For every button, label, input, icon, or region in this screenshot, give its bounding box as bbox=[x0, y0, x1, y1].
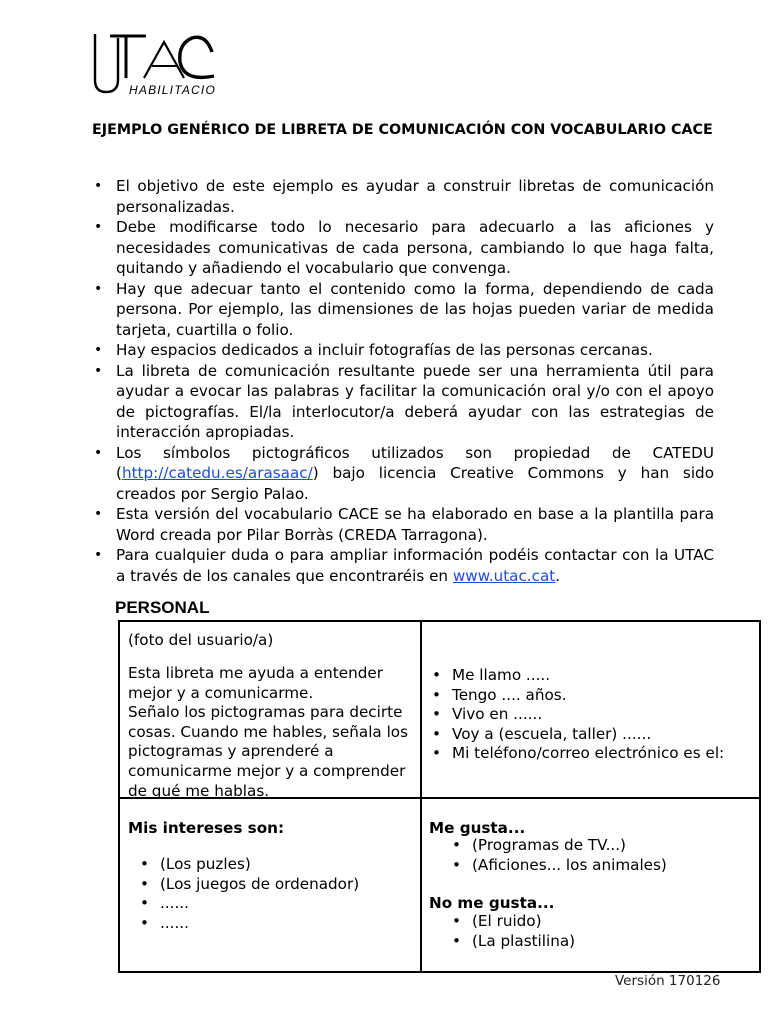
list-item: • ...... bbox=[134, 894, 359, 914]
interests-list bbox=[134, 855, 359, 933]
list-item: • (El ruido) bbox=[446, 912, 575, 932]
intro-line: Señalo los pictogramas para decirte bbox=[128, 703, 403, 722]
interests-title: Mis intereses son: bbox=[128, 819, 285, 837]
intro-line: comunicarme mejor y a comprender bbox=[128, 761, 406, 780]
list-item: • (Los juegos de ordenador) bbox=[134, 875, 359, 895]
dislikes-title: No me gusta... bbox=[429, 894, 555, 912]
list-item-contact bbox=[92, 545, 714, 586]
version-label: Versión 170126 bbox=[615, 973, 721, 989]
document-title: EJEMPLO GENÉRICO DE LIBRETA DE COMUNICACIÓN CON VOCABULARIO CACE bbox=[92, 122, 713, 138]
list-item: • ...... bbox=[134, 914, 359, 934]
list-item: • La libreta de comunicación resultante puede ser una herramienta útil para ayudar a evocar las palabras y facilitar la comunicación oral y/o con el apoyo de pictografías. El/la interlocutor/a deberá ayudar con las estrategias de interacción apropiadas. bbox=[92, 361, 714, 443]
list-item: • (Los puzles) bbox=[134, 855, 359, 875]
list-item: • Mi teléfono/correo electrónico es el: bbox=[426, 744, 724, 764]
photo-placeholder: (foto del usuario/a) bbox=[128, 631, 274, 649]
contact-text-after: . bbox=[555, 566, 561, 585]
list-item-catedu bbox=[92, 443, 714, 505]
intro-line: Esta libreta me ayuda a entender bbox=[128, 664, 383, 682]
catedu-link[interactable]: http://catedu.es/arasaac/ bbox=[121, 464, 313, 482]
intro-line: de qué me hablas. bbox=[128, 781, 270, 800]
list-item: • Hay espacios dedicados a incluir fotografías de las personas cercanas. bbox=[92, 340, 714, 361]
list-item: • (La plastilina) bbox=[446, 932, 575, 952]
intro-line: mejor y a comunicarme. bbox=[128, 683, 314, 702]
personal-info-list bbox=[426, 666, 724, 764]
cell-personal-info bbox=[421, 621, 760, 798]
personal-table bbox=[118, 620, 761, 973]
intro-line: cosas. Cuando me hables, señala los bbox=[128, 722, 408, 741]
cell-user-intro bbox=[119, 621, 421, 798]
dislikes-list bbox=[446, 912, 575, 951]
list-item: • (Programas de TV...) bbox=[446, 836, 667, 856]
likes-title: Me gusta... bbox=[429, 819, 526, 837]
list-item: • Vivo en ...... bbox=[426, 705, 724, 725]
list-item: • Hay que adecuar tanto el contenido como la forma, dependiendo de cada persona. Por ejemplo, las dimensiones de las hojas pueden variar de medida tarjeta, cuartilla o folio. bbox=[92, 279, 714, 341]
list-item: • Tengo .... años. bbox=[426, 686, 724, 706]
instructions-list bbox=[92, 176, 714, 586]
list-item: • (Aficiones... los animales) bbox=[446, 856, 667, 876]
intro-line: pictogramas y aprenderé a bbox=[128, 742, 334, 761]
list-item: • El objetivo de este ejemplo es ayudar a construir libretas de comunicación personalizadas. bbox=[92, 176, 714, 217]
catedu-text-after: ) bajo licencia Creative Commons y han sido creados por Sergio Palao. bbox=[116, 464, 714, 503]
catedu-text-before: Los símbolos pictográficos utilizados son propiedad de CATEDU ( bbox=[116, 443, 714, 482]
utac-link[interactable]: www.utac.cat bbox=[452, 566, 556, 585]
section-heading-personal: PERSONAL bbox=[115, 598, 210, 617]
likes-list bbox=[446, 836, 667, 875]
cell-likes bbox=[421, 798, 760, 972]
list-item: • Debe modificarse todo lo necesario para adecuarlo a las aficiones y necesidades comunicativas de cada persona, cambiando lo que haga falta, quitando y añadiendo el vocabulario que convenga. bbox=[92, 217, 714, 279]
logo-subtitle: HABILITACIO bbox=[129, 83, 216, 97]
list-item: • Voy a (escuela, taller) ...... bbox=[426, 725, 724, 745]
intro-text bbox=[128, 664, 413, 801]
contact-text-before: Para cualquier duda o para ampliar información podéis contactar con la UTAC a través de los canales que encontraréis en bbox=[116, 546, 714, 585]
list-item: • Esta versión del vocabulario CACE se ha elaborado en base a la plantilla para Word creada por Pilar Borràs (CREDA Tarragona). bbox=[92, 504, 714, 545]
list-item: • Me llamo ..... bbox=[426, 666, 724, 686]
cell-interests bbox=[119, 798, 421, 972]
